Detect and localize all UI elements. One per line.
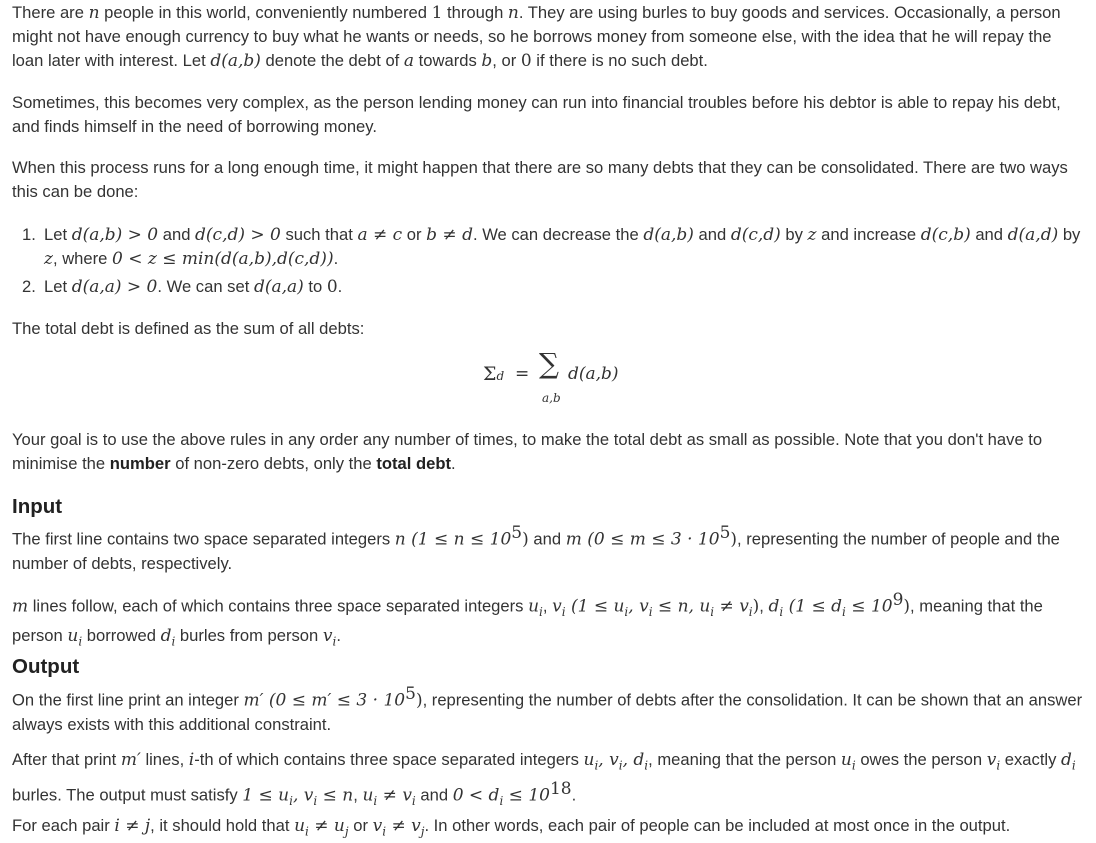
exponent: 5 [719,523,731,543]
text: and [415,785,453,805]
subscript: j [420,824,425,839]
math: m′ [120,750,141,770]
text: and [528,529,566,549]
text: burles. The output must satisfy [12,785,243,805]
text: . We can set [157,277,254,296]
text: burles from person [175,625,323,645]
bold-total-debt: total debt [376,454,451,473]
math: u [583,750,595,770]
math: (1 ≤ d [783,596,843,617]
text: by [1058,225,1081,244]
subscript: i [1071,758,1076,773]
exponent: 5 [511,523,523,543]
math: (1 ≤ u [565,596,625,617]
text: . In other words, each pair of people can be included at most once in the output. [424,816,1011,835]
text: -th of which contains three space separated integers [194,750,584,769]
math: 1 ≤ u [242,785,290,806]
formula-equals: = [515,364,530,384]
text: , where [52,249,112,268]
subscript: i [594,758,599,773]
subscript: i [411,794,416,809]
math: ≠ v [714,596,749,617]
math: , d [622,750,645,770]
text: Let [44,225,72,244]
text: . [571,785,577,805]
subscript: i [779,604,784,619]
math: ) [415,690,423,711]
text: . [337,277,343,296]
math: d [1061,750,1072,770]
math: m′ [243,690,264,711]
subscript: i [842,604,846,619]
math: d(a,b) [643,225,694,245]
rule-number: 1. [22,225,36,244]
math-debt-ab: d(a,b) [210,51,261,71]
text: After that print [12,750,121,769]
math: ≤ 10 [845,596,893,617]
text: For each pair [12,816,115,835]
text: There are [12,3,89,22]
math: b ≠ d [426,225,473,245]
math: u [294,816,306,836]
text: and [693,225,731,244]
text: , it should hold that [150,816,295,835]
math: d(a,a) [253,277,304,297]
math: z [44,249,53,269]
summation-icon: ∑ [539,347,559,380]
math: (1 ≤ n ≤ 10 [405,529,512,550]
text: lines follow, each of which contains three space separated integers [28,596,529,616]
output-heading: Output [12,655,80,678]
sigma-symbol: Σ [483,363,497,385]
math: 0 < d [452,785,500,806]
output-paragraph-3 [12,814,1087,843]
math: u [67,625,79,646]
text: . We can decrease the [472,225,644,244]
subscript: i [561,604,566,619]
total-debt-formula [12,347,1092,408]
summation-subscript: a,b [542,391,561,405]
text: owes the person [855,750,987,769]
math: ) [903,596,911,617]
math: ) [752,596,760,617]
text: , representing the number of debts after the consolidation. It can be shown that an answer always exists with this additional constraint. [12,690,1083,734]
math: d(c,d) [730,225,781,245]
math: a ≠ c [357,225,403,245]
statement-paragraph-5 [12,428,1087,476]
exponent: 5 [405,684,416,704]
text: , or [492,51,521,70]
math: , v [292,785,314,806]
math: d(c,b) [920,225,971,245]
math: v [986,750,997,770]
math: 0 < z ≤ min(d(a,b),d(c,d)) [112,249,334,269]
rule-text [44,275,1084,299]
math: u [840,750,852,770]
math: v [552,596,562,617]
subscript: i [313,794,318,809]
subscript: i [305,824,309,839]
text: , [759,596,769,616]
math: ≠ v [377,785,412,806]
math-zero: 0 [520,51,532,71]
math: i ≠ j [114,816,151,836]
statement-paragraph-2: Sometimes, this becomes very complex, as the person lending money can run into financial troubles before his debtor is able to repay his debt, and finds himself in the need of borrowing money. [12,93,1061,136]
math: i [188,750,195,770]
math: d [160,625,172,646]
subscript: i [851,758,856,773]
subscript: i [539,604,543,619]
math: ≤ 10 [503,785,550,806]
statement-paragraph-1 [12,1,1087,73]
text: towards [414,51,482,70]
text: , [542,596,553,616]
math: , v [628,596,649,617]
text: . [336,625,341,645]
math: u [528,596,540,617]
math: ≤ n, u [652,596,711,617]
math: v [372,816,383,836]
output-paragraph-2 [12,748,1087,813]
math: m [565,529,582,550]
math: v [322,625,333,646]
math-a: a [403,51,415,71]
text: , meaning that the person [648,750,841,769]
formula-rhs: d(a,b) [568,364,619,384]
bold-number: number [109,454,171,473]
statement-paragraph-4: The total debt is defined as the sum of all debts: [12,319,365,338]
text: Let [44,277,72,296]
input-heading: Input [12,495,63,518]
math: d(a,a) > 0 [71,277,158,297]
formula-lhs [483,362,504,388]
text: people in this world, conveniently numbered [99,3,432,22]
subscript: i [499,794,504,809]
statement-paragraph-3: When this process runs for a long enough time, it might happen that there are so many debts that they can be consolidated. There are two ways this can be done: [12,158,1068,201]
text: if there is no such debt. [531,51,708,70]
math: m [12,596,29,617]
subscript: i [710,604,715,619]
rule-text [44,223,1084,271]
rule-number: 2. [22,277,36,296]
subscript: i [171,634,176,649]
math: ≠ u [308,816,345,836]
text: or [402,225,427,244]
subscript: i [332,634,337,649]
text: by [780,225,808,244]
subscript: i [996,758,1001,773]
subscript: i [289,794,293,809]
subscript: i [648,604,653,619]
math-b: b [481,51,493,71]
input-paragraph-1 [12,521,1087,576]
output-paragraph-1 [12,682,1087,737]
input-paragraph-2 [12,588,1087,653]
text: and increase [816,225,921,244]
text: through [442,3,508,22]
math: d(c,d) > 0 [195,225,281,245]
math-n: n [507,3,519,23]
text: and [158,225,196,244]
text: lines, [140,750,189,769]
math: u [362,785,374,806]
math: z [807,225,817,245]
math: d(a,d) [1007,225,1059,245]
subscript: j [344,824,349,839]
text: borrowed [82,625,161,645]
math: ) [522,529,529,550]
subscript: i [748,604,753,619]
math-n: n [88,3,100,23]
subscript: i [624,604,629,619]
subscript: i [618,758,623,773]
exponent: 18 [549,779,572,800]
math: ≤ n [317,785,354,806]
math: ≠ v [386,816,421,836]
text: On the first line print an integer [12,690,244,710]
text: , representing the number of people and the number of debts, respectively. [12,529,1060,573]
subscript: i [78,634,83,649]
math: , v [598,750,619,770]
math: n [394,529,406,550]
text: . They are using burles to buy goods and services. Occasionally, a person might not have enough currency to buy what he wants or needs, so he borrows money from someone else, with the idea that he will repay the loan later with interest. Let [12,3,1061,70]
text: , [353,785,363,805]
math: d(a,b) > 0 [71,225,159,245]
text: The first line contains two space separated integers [12,529,395,549]
text: . [451,454,456,473]
exponent: 9 [892,590,904,610]
math: (0 ≤ m ≤ 3 · 10 [581,529,720,550]
text: denote the debt of [260,51,404,70]
text: . [333,249,339,268]
text: to [303,277,327,296]
math: ) [730,529,738,550]
math-one: 1 [431,3,443,23]
text: or [348,816,373,835]
math: (0 ≤ m′ ≤ 3 · 10 [263,690,406,711]
math: d [768,596,780,617]
text: Your goal is to use the above rules in any order any number of times, to make the total debt as small as possible. Note that you don't have to minimise the [12,430,1043,473]
math: 0 [326,277,338,297]
subscript: i [373,794,378,809]
subscript: i [382,824,387,839]
text: , meaning that the person [12,596,1043,645]
text: exactly [1000,750,1062,769]
text: and [970,225,1008,244]
subscript: i [644,758,649,773]
formula-lhs-subscript: d [496,369,505,383]
text: such that [280,225,358,244]
text: of non-zero debts, only the [170,454,377,473]
